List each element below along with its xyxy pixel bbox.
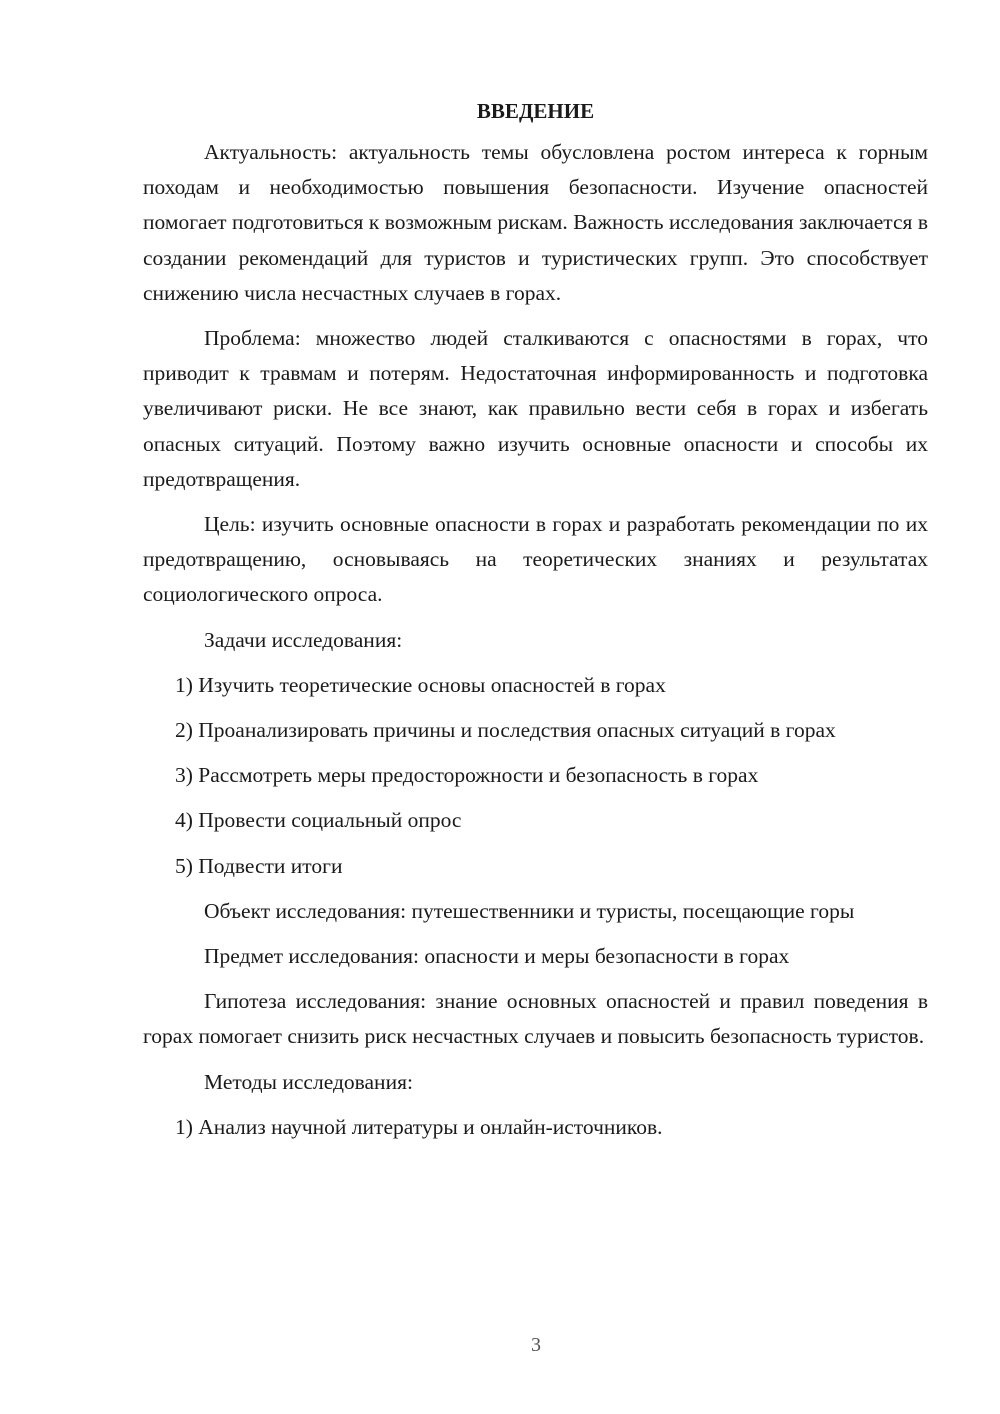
section-title: ВВЕДЕНИЕ	[476, 99, 595, 123]
paragraph-problem: Проблема: множество людей сталкиваются с опасностями в горах, что приводит к травмам и потерям. Недостаточная информированность и подготовка увеличивают риски. Не все знают, как правильно вести себя в горах и избегать опасных ситуаций. Поэтому важно изучить основные опасности и способы их предотвращения.	[143, 326, 928, 491]
task-item: 1) Изучить теоретические основы опасностей в горах	[175, 672, 666, 697]
paragraph-hypothesis: Гипотеза исследования: знание основных опасностей и правил поведения в горах помогает снизить риск несчастных случаев и повысить безопасность туристов.	[143, 989, 928, 1049]
document-page	[143, 94, 928, 1155]
paragraph-goal: Цель: изучить основные опасности в горах и разработать рекомендации по их предотвращению, основываясь на теоретических знаниях и результатах социологического опроса.	[143, 512, 928, 607]
task-item: 2) Проанализировать причины и последствия опасных ситуаций в горах	[175, 718, 836, 743]
tasks-heading: Задачи исследования:	[204, 627, 403, 652]
task-item: 4) Провести социальный опрос	[175, 808, 462, 833]
method-item: 1) Анализ научной литературы и онлайн-источников.	[175, 1114, 663, 1139]
paragraph-subject: Предмет исследования: опасности и меры безопасности в горах	[204, 944, 790, 969]
paragraph-relevance: Актуальность: актуальность темы обусловлена ростом интереса к горным походам и необходимостью повышения безопасности. Изучение опасностей помогает подготовиться к возможным рискам. Важность исследования заключается в создании рекомендаций для туристов и туристических групп. Это способствует снижению числа несчастных случаев в горах.	[143, 140, 928, 305]
task-item: 3) Рассмотреть меры предосторожности и безопасность в горах	[175, 763, 759, 788]
methods-heading: Методы исследования:	[204, 1069, 413, 1094]
page-number: 3	[531, 1334, 541, 1356]
task-item: 5) Подвести итоги	[175, 853, 343, 878]
paragraph-object: Объект исследования: путешественники и туристы, посещающие горы	[204, 898, 855, 923]
